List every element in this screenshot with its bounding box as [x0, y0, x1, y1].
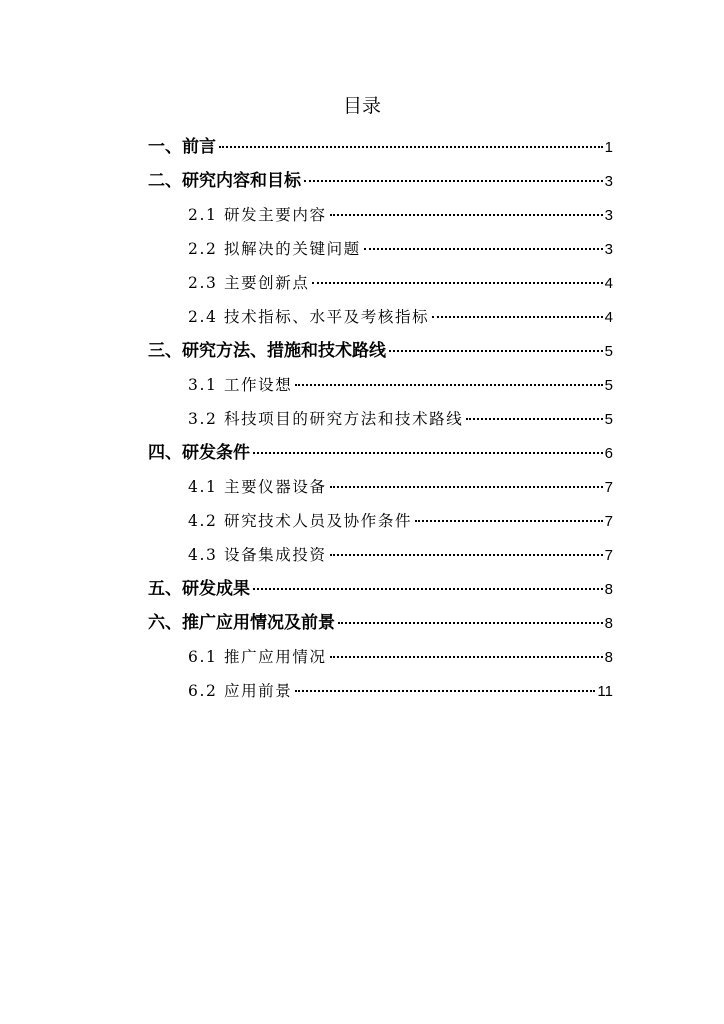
dot-leader [312, 282, 602, 284]
toc-entry-page: 8 [604, 615, 613, 632]
toc-entry-label: 3.2 科技项目的研究方法和技术路线 [188, 410, 464, 428]
toc-entry-6-2[interactable] [188, 676, 613, 706]
toc-entry-2-1[interactable] [188, 200, 613, 230]
dot-leader [253, 588, 603, 590]
toc-entry-label: 4.1 主要仪器设备 [188, 478, 327, 496]
toc-entry-page: 5 [604, 343, 613, 360]
dot-leader [295, 384, 602, 386]
dot-leader [415, 520, 603, 522]
toc-entry-page: 7 [604, 547, 613, 564]
dot-leader [432, 316, 602, 318]
dot-leader [338, 622, 603, 624]
toc-entry-page: 5 [604, 377, 613, 394]
toc-entry-page: 3 [604, 241, 613, 258]
dot-leader [295, 690, 595, 692]
toc-entry-label: 2.4 技术指标、水平及考核指标 [188, 308, 430, 326]
toc-entry-label: 六、推广应用情况及前景 [148, 613, 335, 633]
toc-entry-page: 4 [604, 309, 613, 326]
toc-entry-label: 6.1 推广应用情况 [188, 648, 327, 666]
dot-leader [219, 146, 603, 148]
toc-entry-6-1[interactable] [188, 642, 613, 672]
dot-leader [389, 350, 603, 352]
toc-entry-label: 五、研发成果 [148, 579, 250, 599]
dot-leader [253, 452, 603, 454]
dot-leader [330, 656, 603, 658]
toc-entry-page: 7 [604, 479, 613, 496]
toc-entry-page: 3 [604, 207, 613, 224]
dot-leader [304, 180, 603, 182]
toc-entry-section-2[interactable] [148, 166, 613, 196]
toc-entry-page: 8 [604, 649, 613, 666]
toc-entry-page: 7 [604, 513, 613, 530]
dot-leader [330, 486, 603, 488]
dot-leader [330, 214, 603, 216]
dot-leader [330, 554, 603, 556]
toc-entry-4-2[interactable] [188, 506, 613, 536]
dot-leader [364, 248, 603, 250]
toc-entry-section-5[interactable] [148, 574, 613, 604]
toc-entry-label: 3.1 工作设想 [188, 376, 293, 394]
toc-entry-label: 四、研发条件 [148, 443, 250, 463]
toc-title: 目录 [342, 95, 381, 117]
toc-entry-label: 4.3 设备集成投资 [188, 546, 327, 564]
toc-entry-label: 2.3 主要创新点 [188, 274, 310, 292]
toc-entry-page: 5 [604, 411, 613, 428]
dot-leader [466, 418, 602, 420]
toc-entry-label: 一、前言 [148, 137, 216, 157]
toc-entry-page: 8 [604, 581, 613, 598]
toc-entry-4-3[interactable] [188, 540, 613, 570]
toc-entry-label: 三、研究方法、措施和技术路线 [148, 341, 386, 361]
toc-entry-2-4[interactable] [188, 302, 613, 332]
toc-entry-section-3[interactable] [148, 336, 613, 366]
toc-entry-section-6[interactable] [148, 608, 613, 638]
toc-entry-4-1[interactable] [188, 472, 613, 502]
toc-entry-2-2[interactable] [188, 234, 613, 264]
toc-entry-page: 6 [604, 445, 613, 462]
toc-entry-label: 4.2 研究技术人员及协作条件 [188, 512, 413, 530]
toc-entry-page: 3 [604, 173, 613, 190]
toc-entry-label: 2.1 研发主要内容 [188, 206, 327, 224]
toc-entry-preface[interactable] [148, 132, 613, 162]
toc-entry-3-2[interactable] [188, 404, 613, 434]
toc-entry-page: 11 [597, 683, 613, 700]
toc-entry-page: 4 [604, 275, 613, 292]
toc-entry-3-1[interactable] [188, 370, 613, 400]
toc-entry-section-4[interactable] [148, 438, 613, 468]
toc-entry-page: 1 [604, 139, 613, 156]
toc-entry-label: 6.2 应用前景 [188, 682, 293, 700]
toc-entry-2-3[interactable] [188, 268, 613, 298]
toc-entry-label: 二、研究内容和目标 [148, 171, 301, 191]
toc-entry-label: 2.2 拟解决的关键问题 [188, 240, 361, 258]
